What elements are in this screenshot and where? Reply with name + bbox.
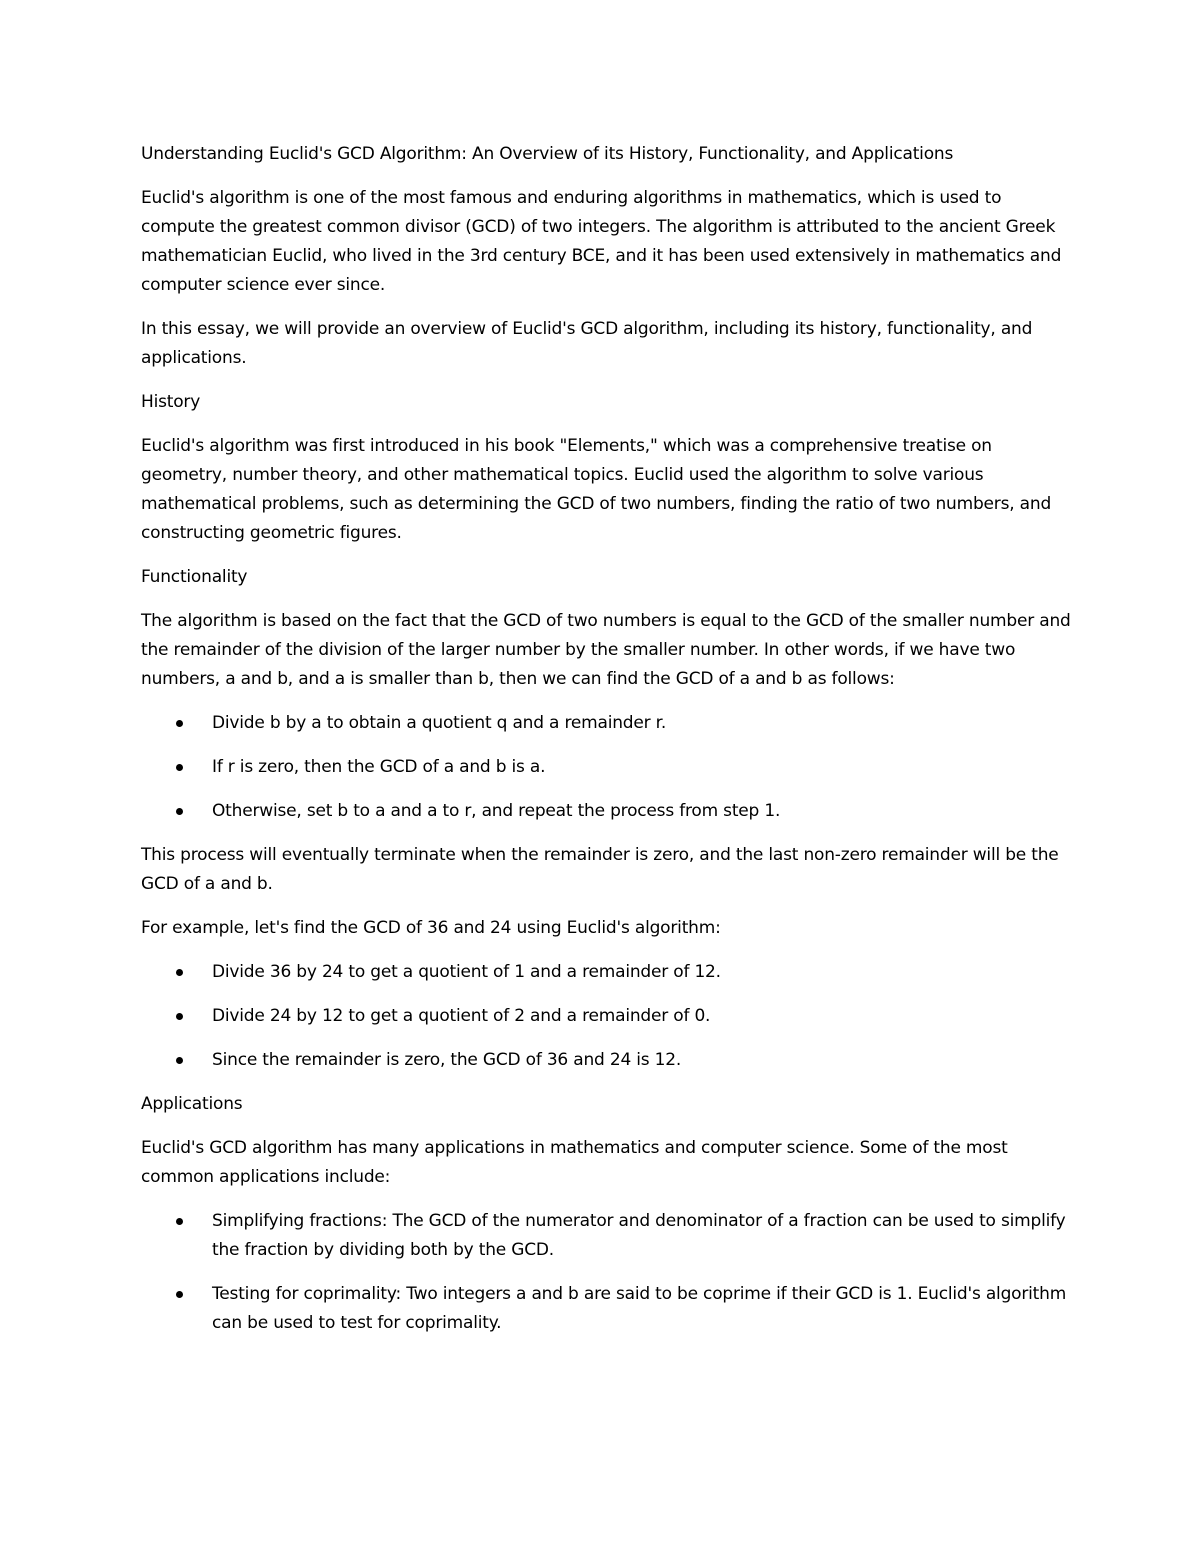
list-item: [141, 753, 1071, 782]
list-item: [141, 797, 1071, 826]
bullet-icon: [176, 1218, 183, 1225]
applications-list: [141, 1207, 1071, 1338]
list-item-text: Otherwise, set b to a and a to r, and repeat the process from step 1.: [212, 801, 781, 821]
bullet-icon: [176, 1291, 183, 1298]
document-title: Understanding Euclid's GCD Algorithm: An Overview of its History, Functionality, and Applications: [141, 144, 954, 164]
section-heading-history: History: [141, 392, 201, 412]
bullet-icon: [176, 1057, 183, 1064]
list-item: [141, 958, 1071, 987]
list-item-text: Testing for coprimality: Two integers a and b are said to be coprime if their GCD is 1. Euclid's algorithm can be used to test for coprimality.: [212, 1284, 1067, 1333]
list-item: [141, 1280, 1071, 1338]
list-item-text: Divide 36 by 24 to get a quotient of 1 and a remainder of 12.: [212, 962, 721, 982]
section-heading-applications: Applications: [141, 1094, 243, 1114]
example-steps-list: [141, 958, 1071, 1075]
list-item: [141, 1002, 1071, 1031]
section-heading-functionality: Functionality: [141, 567, 248, 587]
list-item-text: Divide b by a to obtain a quotient q and a remainder r.: [212, 713, 667, 733]
bullet-icon: [176, 1013, 183, 1020]
document-page: [141, 140, 1071, 1353]
bullet-icon: [176, 969, 183, 976]
list-item: [141, 709, 1071, 738]
bullet-icon: [176, 764, 183, 771]
intro-paragraph: Euclid's algorithm is one of the most famous and enduring algorithms in mathematics, which is used to compute the greatest common divisor (GCD) of two integers. The algorithm is attributed to the ancient Greek mathematician Euclid, who lived in the 3rd century BCE, and it has been used extensively in mathematics and computer science ever since.: [141, 188, 1062, 295]
intro-paragraph: In this essay, we will provide an overview of Euclid's GCD algorithm, including its history, functionality, and applications.: [141, 319, 1033, 368]
functionality-paragraph: The algorithm is based on the fact that the GCD of two numbers is equal to the GCD of the smaller number and the remainder of the division of the larger number by the smaller number. In other words, if we have two numbers, a and b, and a is smaller than b, then we can find the GCD of a and b as follows:: [141, 611, 1071, 689]
list-item: [141, 1046, 1071, 1075]
bullet-icon: [176, 720, 183, 727]
bullet-icon: [176, 808, 183, 815]
list-item-text: If r is zero, then the GCD of a and b is a.: [212, 757, 546, 777]
example-intro-paragraph: For example, let's find the GCD of 36 and 24 using Euclid's algorithm:: [141, 918, 721, 938]
history-paragraph: Euclid's algorithm was first introduced in his book "Elements," which was a comprehensive treatise on geometry, number theory, and other mathematical topics. Euclid used the algorithm to solve various mathematical problems, such as determining the GCD of two numbers, finding the ratio of two numbers, and constructing geometric figures.: [141, 436, 1052, 543]
list-item-text: Since the remainder is zero, the GCD of 36 and 24 is 12.: [212, 1050, 682, 1070]
list-item: [141, 1207, 1071, 1265]
applications-paragraph: Euclid's GCD algorithm has many applications in mathematics and computer science. Some of the most common applications include:: [141, 1138, 1008, 1187]
algorithm-steps-list: [141, 709, 1071, 826]
termination-paragraph: This process will eventually terminate when the remainder is zero, and the last non-zero remainder will be the GCD of a and b.: [141, 845, 1059, 894]
list-item-text: Divide 24 by 12 to get a quotient of 2 and a remainder of 0.: [212, 1006, 711, 1026]
list-item-text: Simplifying fractions: The GCD of the numerator and denominator of a fraction can be used to simplify the fraction by dividing both by the GCD.: [212, 1211, 1066, 1260]
